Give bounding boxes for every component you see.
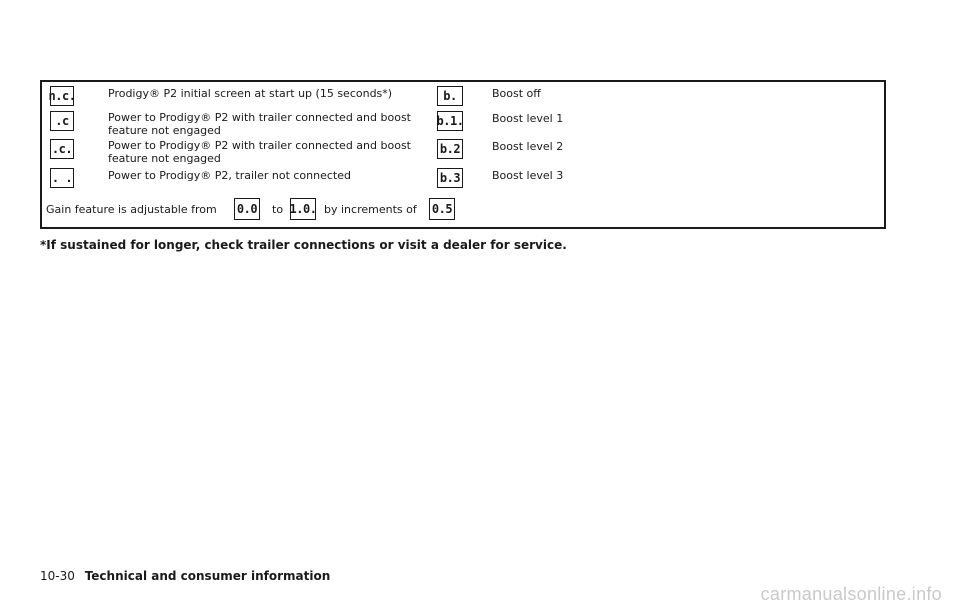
gain-increment-text: by increments of bbox=[324, 203, 417, 216]
gain-prefix-text: Gain feature is adjustable from bbox=[46, 203, 217, 216]
display-c-icon: .c bbox=[50, 111, 74, 131]
display-b1-icon: b.1. bbox=[437, 111, 463, 131]
section-title: Technical and consumer information bbox=[84, 569, 331, 583]
display-gain-max-icon: 1.0. bbox=[290, 198, 316, 220]
display-gain-min-icon: 0.0 bbox=[234, 198, 260, 220]
gain-to-text: to bbox=[272, 203, 284, 216]
display-dots-icon: . . bbox=[50, 168, 74, 188]
row-description: Boost off bbox=[492, 87, 541, 100]
display-b3-icon: b.3 bbox=[437, 168, 463, 188]
row-description: Power to Prodigy® P2 with trailer connected and boost feature not engaged bbox=[108, 139, 411, 165]
page-footer bbox=[40, 569, 330, 583]
row-description: Power to Prodigy® P2 with trailer connected and boost feature not engaged bbox=[108, 111, 411, 137]
display-b2-icon: b.2 bbox=[437, 139, 463, 159]
page-number: 10-30 bbox=[40, 569, 75, 583]
row-description: Boost level 2 bbox=[492, 140, 564, 153]
display-legend-table bbox=[40, 80, 886, 229]
row-description: Prodigy® P2 initial screen at start up (15 seconds*) bbox=[108, 87, 393, 100]
row-description: Power to Prodigy® P2, trailer not connected bbox=[108, 169, 351, 182]
display-b-icon: b. bbox=[437, 86, 463, 106]
row-description: Boost level 1 bbox=[492, 112, 564, 125]
watermark: carmanualsonline.info bbox=[760, 584, 942, 604]
display-gain-step-icon: 0.5 bbox=[429, 198, 455, 220]
display-nc-icon: n.c. bbox=[50, 86, 74, 106]
footnote: *If sustained for longer, check trailer connections or visit a dealer for service. bbox=[40, 238, 567, 252]
gain-row bbox=[46, 198, 806, 222]
row-description: Boost level 3 bbox=[492, 169, 564, 182]
display-c-dot-icon: .c. bbox=[50, 139, 74, 159]
